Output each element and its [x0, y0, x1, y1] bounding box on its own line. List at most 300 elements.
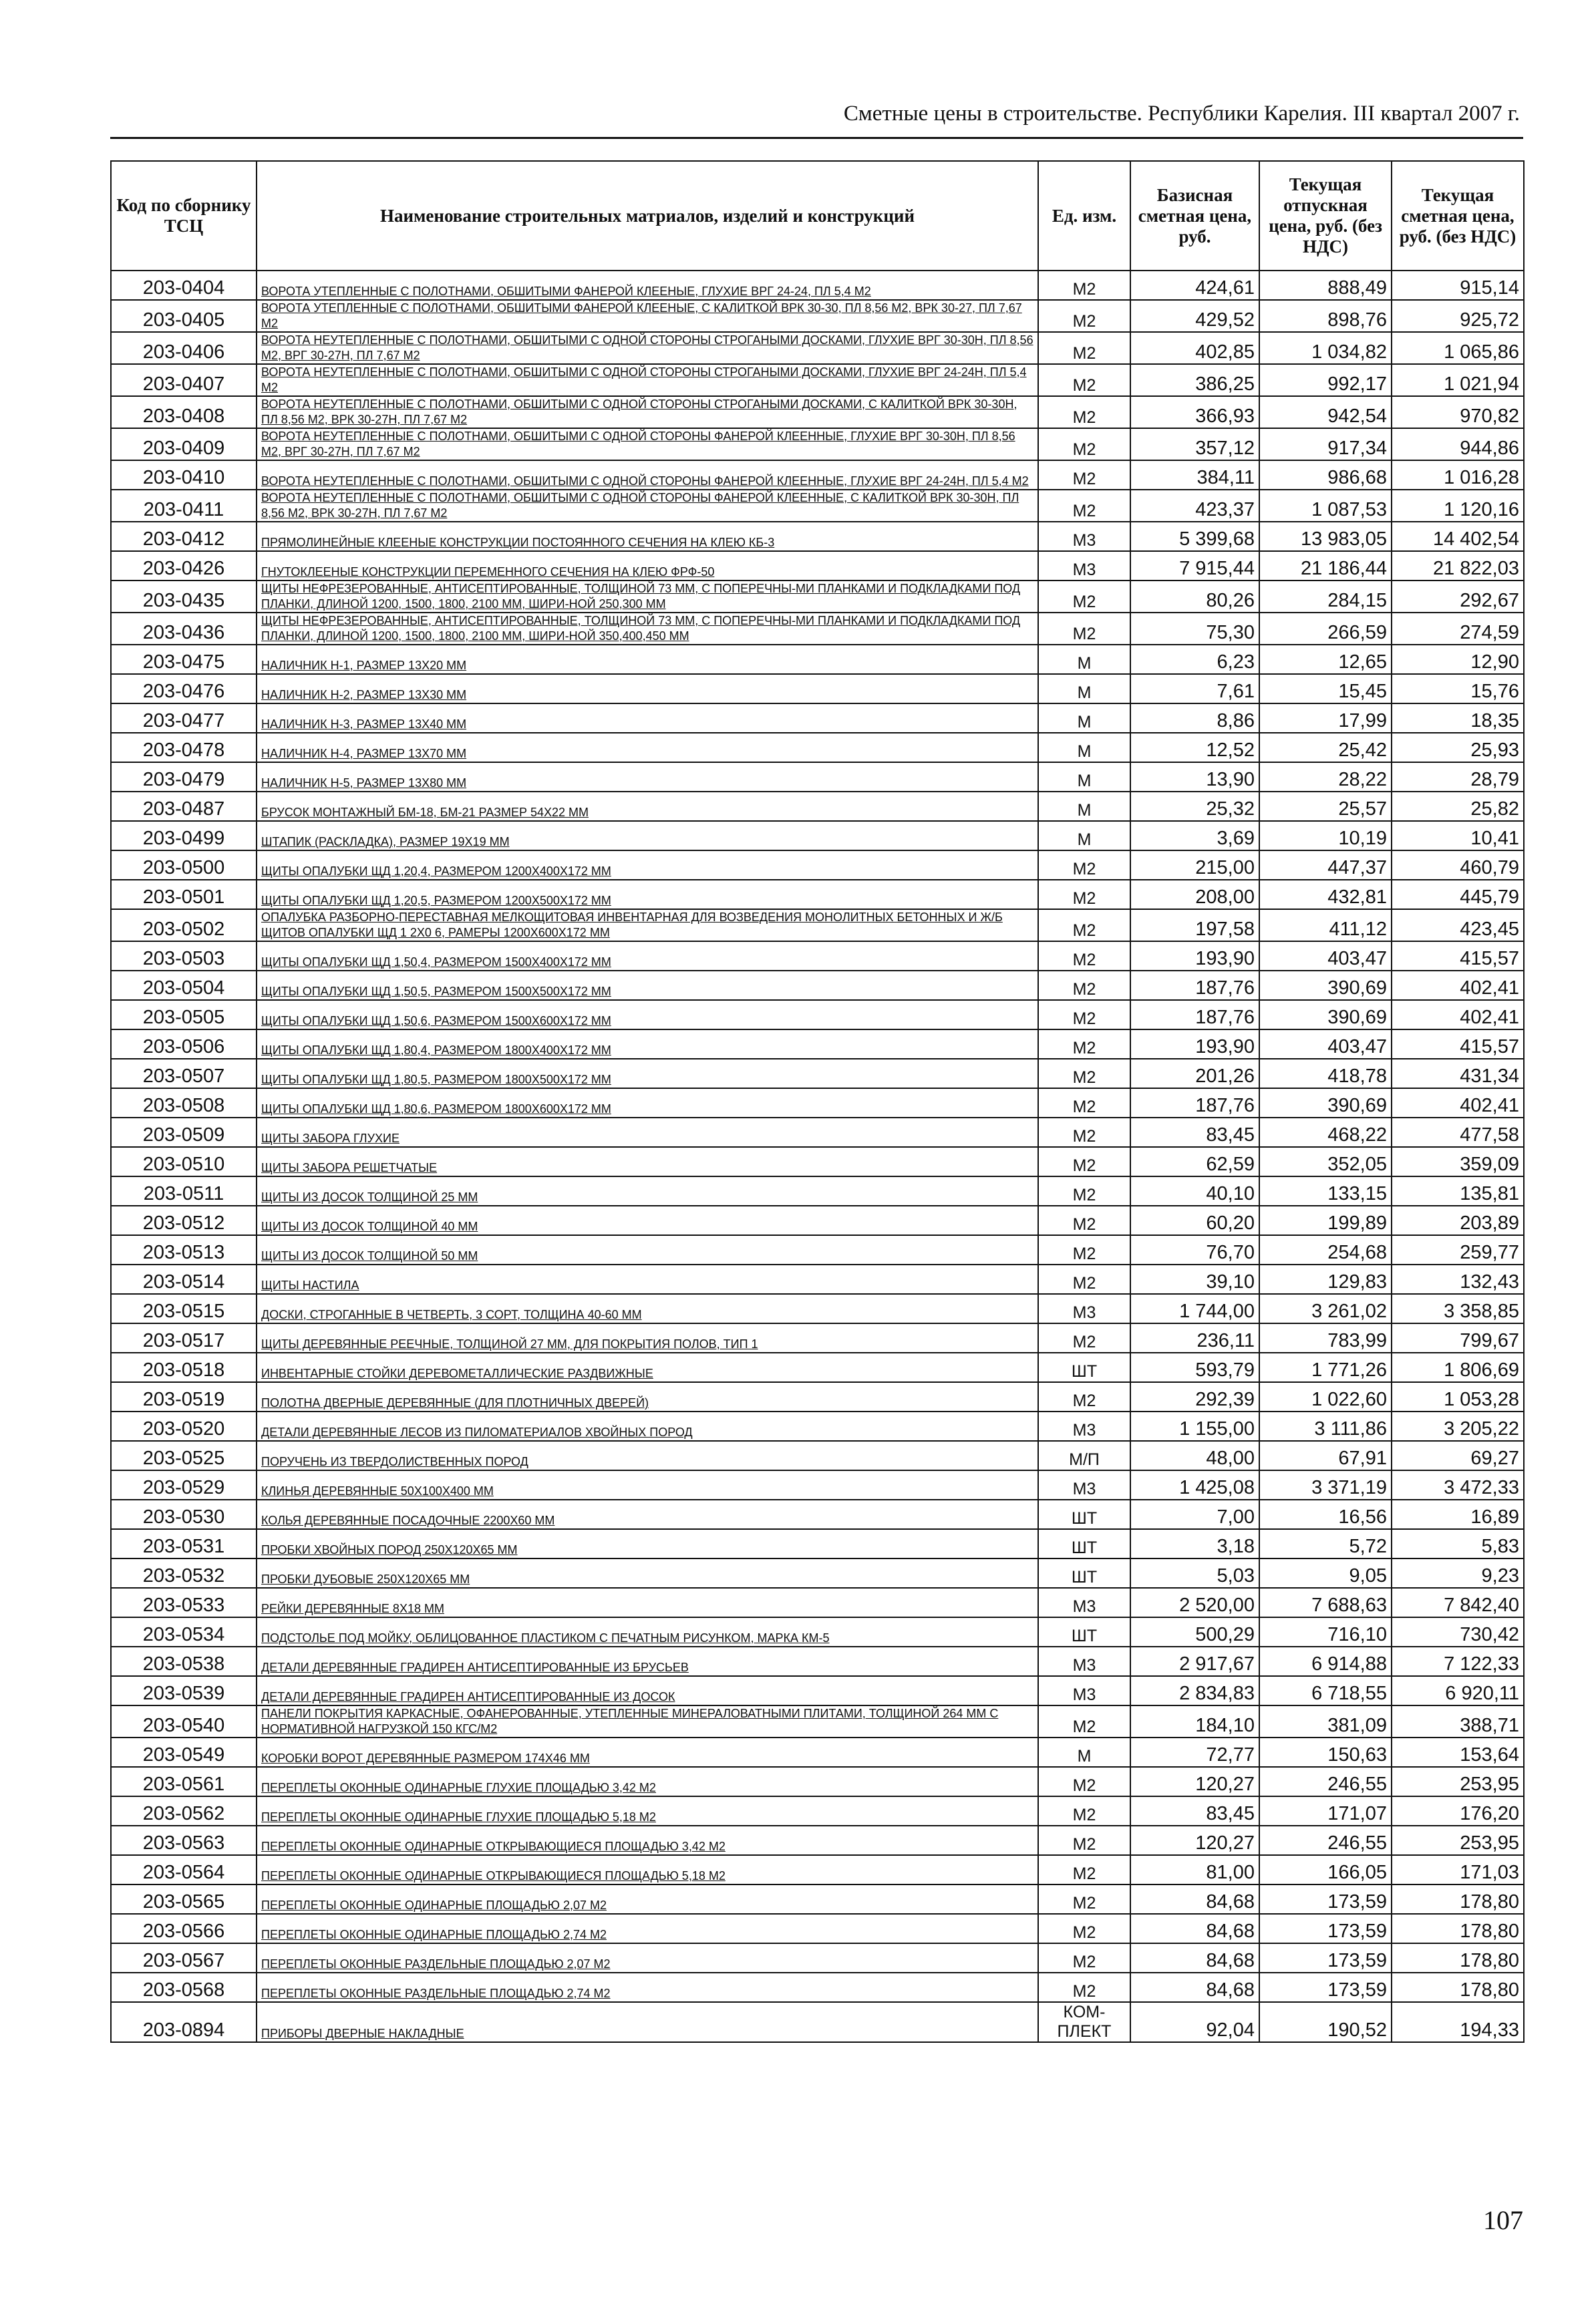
row-base-price: 39,10 — [1130, 1265, 1259, 1294]
table-row — [111, 821, 1524, 850]
row-base-price: 84,68 — [1130, 1914, 1259, 1943]
row-estimate-price: 402,41 — [1392, 971, 1524, 1000]
row-estimate-price: 21 822,03 — [1392, 551, 1524, 581]
row-code: 203-0538 — [111, 1647, 257, 1676]
row-unit: М2 — [1038, 300, 1130, 332]
row-code: 203-0515 — [111, 1294, 257, 1323]
table-row — [111, 1470, 1524, 1500]
row-base-price: 7 915,44 — [1130, 551, 1259, 581]
row-estimate-price: 10,41 — [1392, 821, 1524, 850]
row-base-price: 3,18 — [1130, 1529, 1259, 1558]
row-name: ПРЯМОЛИНЕЙНЫЕ КЛЕЕНЫЕ КОНСТРУКЦИИ ПОСТОЯННОГО СЕЧЕНИЯ НА КЛЕЮ КБ-3 — [257, 522, 1038, 551]
row-unit: М2 — [1038, 1147, 1130, 1176]
table-row — [111, 1088, 1524, 1118]
row-estimate-price: 259,77 — [1392, 1235, 1524, 1265]
row-name: ЩИТЫ НЕФРЕЗЕРОВАННЫЕ, АНТИСЕПТИРОВАННЫЕ, ТОЛЩИНОЙ 73 ММ, С ПОПЕРЕЧНЫ-МИ ПЛАНКАМИ И ПОДКЛАДКАМИ ПОД ПЛАНКИ, ДЛИНОЙ 1200, 1500, 1800, 2100 ММ, ШИРИ-НОЙ 250,300 ММ — [257, 581, 1038, 613]
row-name: ШТАПИК (РАСКЛАДКА), РАЗМЕР 19Х19 ММ — [257, 821, 1038, 850]
row-release-price: 6 718,55 — [1259, 1676, 1392, 1705]
row-release-price: 390,69 — [1259, 1088, 1392, 1118]
row-estimate-price: 3 358,85 — [1392, 1294, 1524, 1323]
row-unit: М2 — [1038, 271, 1130, 300]
row-release-price: 6 914,88 — [1259, 1647, 1392, 1676]
row-base-price: 40,10 — [1130, 1176, 1259, 1206]
row-code: 203-0505 — [111, 1000, 257, 1029]
row-estimate-price: 153,64 — [1392, 1738, 1524, 1767]
row-name: КОРОБКИ ВОРОТ ДЕРЕВЯННЫЕ РАЗМЕРОМ 174Х46 ММ — [257, 1738, 1038, 1767]
row-unit: М2 — [1038, 396, 1130, 428]
row-unit: М2 — [1038, 1235, 1130, 1265]
row-code: 203-0503 — [111, 941, 257, 971]
row-release-price: 917,34 — [1259, 428, 1392, 460]
row-release-price: 67,91 — [1259, 1441, 1392, 1470]
row-release-price: 3 111,86 — [1259, 1412, 1392, 1441]
row-unit: ШТ — [1038, 1558, 1130, 1588]
row-unit: М2 — [1038, 1943, 1130, 1973]
row-unit: М2 — [1038, 1796, 1130, 1826]
row-code: 203-0508 — [111, 1088, 257, 1118]
row-estimate-price: 944,86 — [1392, 428, 1524, 460]
row-estimate-price: 402,41 — [1392, 1088, 1524, 1118]
row-base-price: 366,93 — [1130, 396, 1259, 428]
column-header-estimate-price: Текущая сметная цена, руб. (без НДС) — [1392, 161, 1524, 271]
table-row — [111, 1855, 1524, 1884]
table-row — [111, 300, 1524, 332]
row-unit: ШТ — [1038, 1500, 1130, 1529]
row-code: 203-0404 — [111, 271, 257, 300]
table-row — [111, 733, 1524, 762]
row-code: 203-0507 — [111, 1059, 257, 1088]
row-release-price: 173,59 — [1259, 1914, 1392, 1943]
table-row — [111, 1588, 1524, 1617]
row-estimate-price: 176,20 — [1392, 1796, 1524, 1826]
row-code: 203-0525 — [111, 1441, 257, 1470]
header-rule — [110, 137, 1523, 139]
row-estimate-price: 171,03 — [1392, 1855, 1524, 1884]
row-code: 203-0476 — [111, 674, 257, 703]
row-unit: М3 — [1038, 1294, 1130, 1323]
row-release-price: 783,99 — [1259, 1323, 1392, 1353]
row-unit: М2 — [1038, 1206, 1130, 1235]
row-base-price: 62,59 — [1130, 1147, 1259, 1176]
row-base-price: 1 425,08 — [1130, 1470, 1259, 1500]
row-estimate-price: 253,95 — [1392, 1826, 1524, 1855]
row-release-price: 166,05 — [1259, 1855, 1392, 1884]
table-row — [111, 645, 1524, 674]
row-name: ДЕТАЛИ ДЕРЕВЯННЫЕ ЛЕСОВ ИЗ ПИЛОМАТЕРИАЛОВ ХВОЙНЫХ ПОРОД — [257, 1412, 1038, 1441]
row-unit: М2 — [1038, 880, 1130, 909]
table-header-row — [111, 161, 1524, 271]
row-estimate-price: 460,79 — [1392, 850, 1524, 880]
row-base-price: 5 399,68 — [1130, 522, 1259, 551]
row-base-price: 92,04 — [1130, 2002, 1259, 2042]
table-row — [111, 490, 1524, 522]
row-unit: М — [1038, 703, 1130, 733]
row-estimate-price: 445,79 — [1392, 880, 1524, 909]
row-code: 203-0530 — [111, 1500, 257, 1529]
row-name: ВОРОТА НЕУТЕПЛЕННЫЕ С ПОЛОТНАМИ, ОБШИТЫМИ С ОДНОЙ СТОРОНЫ СТРОГАНЫМИ ДОСКАМИ, ГЛУХИЕ ВРГ 24-24Н, ПЛ 5,4 М2 — [257, 364, 1038, 396]
row-unit: М2 — [1038, 1973, 1130, 2002]
row-release-price: 381,09 — [1259, 1705, 1392, 1738]
row-name: ЩИТЫ ОПАЛУБКИ ЩД 1,20,4, РАЗМЕРОМ 1200Х400Х172 ММ — [257, 850, 1038, 880]
row-base-price: 84,68 — [1130, 1973, 1259, 2002]
row-name: КЛИНЬЯ ДЕРЕВЯННЫЕ 50Х100Х400 ММ — [257, 1470, 1038, 1500]
row-unit: ШТ — [1038, 1529, 1130, 1558]
row-unit: М2 — [1038, 332, 1130, 364]
row-name: ИНВЕНТАРНЫЕ СТОЙКИ ДЕРЕВОМЕТАЛЛИЧЕСКИЕ РАЗДВИЖНЫЕ — [257, 1353, 1038, 1382]
table-row — [111, 1884, 1524, 1914]
row-name: ЩИТЫ ОПАЛУБКИ ЩД 1,50,6, РАЗМЕРОМ 1500Х600Х172 ММ — [257, 1000, 1038, 1029]
row-name: ПЕРЕПЛЕТЫ ОКОННЫЕ ОДИНАРНЫЕ ГЛУХИЕ ПЛОЩАДЬЮ 3,42 М2 — [257, 1767, 1038, 1796]
row-code: 203-0566 — [111, 1914, 257, 1943]
table-row — [111, 332, 1524, 364]
row-release-price: 190,52 — [1259, 2002, 1392, 2042]
row-code: 203-0513 — [111, 1235, 257, 1265]
row-unit: М2 — [1038, 581, 1130, 613]
row-base-price: 25,32 — [1130, 792, 1259, 821]
row-base-price: 72,77 — [1130, 1738, 1259, 1767]
row-code: 203-0563 — [111, 1826, 257, 1855]
row-code: 203-0565 — [111, 1884, 257, 1914]
row-unit: М — [1038, 733, 1130, 762]
row-estimate-price: 423,45 — [1392, 909, 1524, 941]
row-code: 203-0517 — [111, 1323, 257, 1353]
row-code: 203-0506 — [111, 1029, 257, 1059]
row-unit: М2 — [1038, 971, 1130, 1000]
table-row — [111, 460, 1524, 490]
row-name: ЩИТЫ НЕФРЕЗЕРОВАННЫЕ, АНТИСЕПТИРОВАННЫЕ, ТОЛЩИНОЙ 73 ММ, С ПОПЕРЕЧНЫ-МИ ПЛАНКАМИ И ПОДКЛАДКАМИ ПОД ПЛАНКИ, ДЛИНОЙ 1200, 1500, 1800, 2100 ММ, ШИРИ-НОЙ 350,400,450 ММ — [257, 613, 1038, 645]
row-release-price: 21 186,44 — [1259, 551, 1392, 581]
row-unit: КОМ-ПЛЕКТ — [1038, 2002, 1130, 2042]
row-release-price: 7 688,63 — [1259, 1588, 1392, 1617]
row-base-price: 193,90 — [1130, 941, 1259, 971]
row-release-price: 129,83 — [1259, 1265, 1392, 1294]
row-code: 203-0487 — [111, 792, 257, 821]
row-base-price: 84,68 — [1130, 1884, 1259, 1914]
row-estimate-price: 1 016,28 — [1392, 460, 1524, 490]
row-estimate-price: 1 120,16 — [1392, 490, 1524, 522]
row-estimate-price: 274,59 — [1392, 613, 1524, 645]
row-estimate-price: 431,34 — [1392, 1059, 1524, 1088]
row-release-price: 5,72 — [1259, 1529, 1392, 1558]
row-name: ПЕРЕПЛЕТЫ ОКОННЫЕ РАЗДЕЛЬНЫЕ ПЛОЩАДЬЮ 2,07 М2 — [257, 1943, 1038, 1973]
row-unit: М2 — [1038, 1382, 1130, 1412]
row-code: 203-0409 — [111, 428, 257, 460]
row-code: 203-0411 — [111, 490, 257, 522]
row-release-price: 1 087,53 — [1259, 490, 1392, 522]
row-unit: М — [1038, 821, 1130, 850]
row-name: НАЛИЧНИК Н-4, РАЗМЕР 13Х70 ММ — [257, 733, 1038, 762]
row-estimate-price: 194,33 — [1392, 2002, 1524, 2042]
row-release-price: 10,19 — [1259, 821, 1392, 850]
row-unit: М2 — [1038, 364, 1130, 396]
row-release-price: 173,59 — [1259, 1884, 1392, 1914]
row-estimate-price: 1 053,28 — [1392, 1382, 1524, 1412]
row-release-price: 173,59 — [1259, 1973, 1392, 2002]
row-release-price: 716,10 — [1259, 1617, 1392, 1647]
column-header-code: Код по сборнику ТСЦ — [111, 161, 257, 271]
row-release-price: 16,56 — [1259, 1500, 1392, 1529]
row-base-price: 184,10 — [1130, 1705, 1259, 1738]
row-code: 203-0477 — [111, 703, 257, 733]
row-name: ДЕТАЛИ ДЕРЕВЯННЫЕ ГРАДИРЕН АНТИСЕПТИРОВАННЫЕ ИЗ ДОСОК — [257, 1676, 1038, 1705]
row-release-price: 432,81 — [1259, 880, 1392, 909]
row-name: ПЕРЕПЛЕТЫ ОКОННЫЕ РАЗДЕЛЬНЫЕ ПЛОЩАДЬЮ 2,74 М2 — [257, 1973, 1038, 2002]
table-row — [111, 1676, 1524, 1705]
row-code: 203-0568 — [111, 1973, 257, 2002]
row-estimate-price: 1 065,86 — [1392, 332, 1524, 364]
row-base-price: 76,70 — [1130, 1235, 1259, 1265]
table-row — [111, 428, 1524, 460]
row-code: 203-0519 — [111, 1382, 257, 1412]
row-base-price: 424,61 — [1130, 271, 1259, 300]
row-base-price: 48,00 — [1130, 1441, 1259, 1470]
row-name: ПЕРЕПЛЕТЫ ОКОННЫЕ ОДИНАРНЫЕ ОТКРЫВАЮЩИЕСЯ ПЛОЩАДЬЮ 5,18 М2 — [257, 1855, 1038, 1884]
row-name: НАЛИЧНИК Н-2, РАЗМЕР 13Х30 ММ — [257, 674, 1038, 703]
row-base-price: 384,11 — [1130, 460, 1259, 490]
table-row — [111, 1914, 1524, 1943]
row-unit: М2 — [1038, 1826, 1130, 1855]
row-estimate-price: 915,14 — [1392, 271, 1524, 300]
row-base-price: 6,23 — [1130, 645, 1259, 674]
row-code: 203-0539 — [111, 1676, 257, 1705]
page-number: 107 — [1483, 2205, 1523, 2235]
row-code: 203-0531 — [111, 1529, 257, 1558]
row-name: ЩИТЫ ЗАБОРА ГЛУХИЕ — [257, 1118, 1038, 1147]
table-row — [111, 880, 1524, 909]
row-base-price: 197,58 — [1130, 909, 1259, 941]
row-code: 203-0534 — [111, 1617, 257, 1647]
row-release-price: 13 983,05 — [1259, 522, 1392, 551]
row-release-price: 9,05 — [1259, 1558, 1392, 1588]
row-base-price: 7,61 — [1130, 674, 1259, 703]
row-base-price: 236,11 — [1130, 1323, 1259, 1353]
row-unit: М — [1038, 674, 1130, 703]
column-header-name: Наименование строительных матриалов, изделий и конструкций — [257, 161, 1038, 271]
row-name: ВОРОТА НЕУТЕПЛЕННЫЕ С ПОЛОТНАМИ, ОБШИТЫМИ С ОДНОЙ СТОРОНЫ СТРОГАНЫМИ ДОСКАМИ, С КАЛИТКОЙ ВРК 30-30Н, ПЛ 8,56 М2, ВРК 30-27Н, ПЛ 7,67 М2 — [257, 396, 1038, 428]
row-unit: М2 — [1038, 1884, 1130, 1914]
page-header: Сметные цены в строительстве. Республики Карелия. III квартал 2007 г. — [843, 102, 1520, 126]
table-body — [111, 271, 1524, 2042]
row-code: 203-0510 — [111, 1147, 257, 1176]
row-release-price: 199,89 — [1259, 1206, 1392, 1235]
row-estimate-price: 178,80 — [1392, 1914, 1524, 1943]
row-code: 203-0540 — [111, 1705, 257, 1738]
row-base-price: 187,76 — [1130, 1088, 1259, 1118]
row-estimate-price: 132,43 — [1392, 1265, 1524, 1294]
row-code: 203-0567 — [111, 1943, 257, 1973]
table-row — [111, 1529, 1524, 1558]
table-row — [111, 1500, 1524, 1529]
row-estimate-price: 28,79 — [1392, 762, 1524, 792]
row-name: ПОЛОТНА ДВЕРНЫЕ ДЕРЕВЯННЫЕ (ДЛЯ ПЛОТНИЧНЫХ ДВЕРЕЙ) — [257, 1382, 1038, 1412]
row-name: КОЛЬЯ ДЕРЕВЯННЫЕ ПОСАДОЧНЫЕ 2200Х60 ММ — [257, 1500, 1038, 1529]
row-unit: М3 — [1038, 1412, 1130, 1441]
row-code: 203-0532 — [111, 1558, 257, 1588]
table-row — [111, 1705, 1524, 1738]
row-release-price: 246,55 — [1259, 1767, 1392, 1796]
row-base-price: 81,00 — [1130, 1855, 1259, 1884]
row-release-price: 25,42 — [1259, 733, 1392, 762]
row-base-price: 84,68 — [1130, 1943, 1259, 1973]
table-row — [111, 522, 1524, 551]
row-estimate-price: 1 021,94 — [1392, 364, 1524, 396]
row-name: ЩИТЫ ОПАЛУБКИ ЩД 1,50,5, РАЗМЕРОМ 1500Х500Х172 ММ — [257, 971, 1038, 1000]
row-unit: М3 — [1038, 1676, 1130, 1705]
row-code: 203-0561 — [111, 1767, 257, 1796]
row-code: 203-0436 — [111, 613, 257, 645]
row-code: 203-0514 — [111, 1265, 257, 1294]
row-base-price: 2 520,00 — [1130, 1588, 1259, 1617]
row-name: НАЛИЧНИК Н-5, РАЗМЕР 13Х80 ММ — [257, 762, 1038, 792]
row-base-price: 60,20 — [1130, 1206, 1259, 1235]
row-code: 203-0511 — [111, 1176, 257, 1206]
row-code: 203-0894 — [111, 2002, 257, 2042]
table-row — [111, 703, 1524, 733]
row-release-price: 468,22 — [1259, 1118, 1392, 1147]
row-name: ЩИТЫ ОПАЛУБКИ ЩД 1,20,5, РАЗМЕРОМ 1200Х500Х172 ММ — [257, 880, 1038, 909]
row-name: ВОРОТА УТЕПЛЕННЫЕ С ПОЛОТНАМИ, ОБШИТЫМИ ФАНЕРОЙ КЛЕЕНЫЕ, С КАЛИТКОЙ ВРК 30-30, ПЛ 8,56 М2, ВРК 30-27, ПЛ 7,67 М2 — [257, 300, 1038, 332]
table-row — [111, 1176, 1524, 1206]
row-base-price: 8,86 — [1130, 703, 1259, 733]
row-base-price: 423,37 — [1130, 490, 1259, 522]
row-estimate-price: 7 842,40 — [1392, 1588, 1524, 1617]
row-code: 203-0500 — [111, 850, 257, 880]
row-code: 203-0408 — [111, 396, 257, 428]
row-estimate-price: 1 806,69 — [1392, 1353, 1524, 1382]
row-name: ВОРОТА НЕУТЕПЛЕННЫЕ С ПОЛОТНАМИ, ОБШИТЫМИ С ОДНОЙ СТОРОНЫ ФАНЕРОЙ КЛЕЕННЫЕ, ГЛУХИЕ ВРГ 30-30Н, ПЛ 8,56 М2, ВРГ 30-27Н, ПЛ 7,67 М2 — [257, 428, 1038, 460]
row-base-price: 2 834,83 — [1130, 1676, 1259, 1705]
row-name: ЩИТЫ ОПАЛУБКИ ЩД 1,80,4, РАЗМЕРОМ 1800Х400Х172 ММ — [257, 1029, 1038, 1059]
table-row — [111, 1767, 1524, 1796]
row-release-price: 3 261,02 — [1259, 1294, 1392, 1323]
row-unit: М2 — [1038, 941, 1130, 971]
row-name: ЩИТЫ ОПАЛУБКИ ЩД 1,80,5, РАЗМЕРОМ 1800Х500Х172 ММ — [257, 1059, 1038, 1088]
column-header-release-price: Текущая отпускная цена, руб. (без НДС) — [1259, 161, 1392, 271]
table-row — [111, 1323, 1524, 1353]
row-unit: М3 — [1038, 551, 1130, 581]
row-estimate-price: 7 122,33 — [1392, 1647, 1524, 1676]
row-release-price: 411,12 — [1259, 909, 1392, 941]
row-estimate-price: 415,57 — [1392, 941, 1524, 971]
row-release-price: 418,78 — [1259, 1059, 1392, 1088]
table-row — [111, 1029, 1524, 1059]
row-release-price: 1 022,60 — [1259, 1382, 1392, 1412]
row-unit: М2 — [1038, 1767, 1130, 1796]
row-name: ПЕРЕПЛЕТЫ ОКОННЫЕ ОДИНАРНЫЕ ПЛОЩАДЬЮ 2,07 М2 — [257, 1884, 1038, 1914]
row-base-price: 1 155,00 — [1130, 1412, 1259, 1441]
row-release-price: 254,68 — [1259, 1235, 1392, 1265]
row-unit: М2 — [1038, 1914, 1130, 1943]
row-release-price: 390,69 — [1259, 1000, 1392, 1029]
row-code: 203-0407 — [111, 364, 257, 396]
row-estimate-price: 730,42 — [1392, 1617, 1524, 1647]
table-row — [111, 1412, 1524, 1441]
row-release-price: 266,59 — [1259, 613, 1392, 645]
row-estimate-price: 16,89 — [1392, 1500, 1524, 1529]
row-base-price: 187,76 — [1130, 971, 1259, 1000]
row-name: ПРОБКИ ДУБОВЫЕ 250Х120Х65 ММ — [257, 1558, 1038, 1588]
row-name: ВОРОТА УТЕПЛЕННЫЕ С ПОЛОТНАМИ, ОБШИТЫМИ ФАНЕРОЙ КЛЕЕНЫЕ, ГЛУХИЕ ВРГ 24-24, ПЛ 5,4 М2 — [257, 271, 1038, 300]
row-unit: М2 — [1038, 460, 1130, 490]
row-unit: М2 — [1038, 490, 1130, 522]
row-name: ЩИТЫ ОПАЛУБКИ ЩД 1,50,4, РАЗМЕРОМ 1500Х400Х172 ММ — [257, 941, 1038, 971]
table-row — [111, 1206, 1524, 1235]
row-code: 203-0520 — [111, 1412, 257, 1441]
row-estimate-price: 9,23 — [1392, 1558, 1524, 1588]
table-row — [111, 613, 1524, 645]
row-base-price: 2 917,67 — [1130, 1647, 1259, 1676]
row-code: 203-0504 — [111, 971, 257, 1000]
row-unit: М2 — [1038, 1705, 1130, 1738]
row-base-price: 292,39 — [1130, 1382, 1259, 1412]
row-code: 203-0509 — [111, 1118, 257, 1147]
row-name: БРУСОК МОНТАЖНЫЙ БМ-18, БМ-21 РАЗМЕР 54Х22 ММ — [257, 792, 1038, 821]
row-estimate-price: 3 472,33 — [1392, 1470, 1524, 1500]
row-base-price: 7,00 — [1130, 1500, 1259, 1529]
row-unit: М3 — [1038, 1470, 1130, 1500]
row-base-price: 593,79 — [1130, 1353, 1259, 1382]
row-code: 203-0412 — [111, 522, 257, 551]
row-release-price: 403,47 — [1259, 1029, 1392, 1059]
row-code: 203-0475 — [111, 645, 257, 674]
row-estimate-price: 415,57 — [1392, 1029, 1524, 1059]
row-base-price: 13,90 — [1130, 762, 1259, 792]
row-estimate-price: 402,41 — [1392, 1000, 1524, 1029]
row-unit: М — [1038, 645, 1130, 674]
table-row — [111, 1558, 1524, 1588]
table-row — [111, 1294, 1524, 1323]
row-unit: М2 — [1038, 1029, 1130, 1059]
row-base-price: 386,25 — [1130, 364, 1259, 396]
row-name: ПРОБКИ ХВОЙНЫХ ПОРОД 250Х120Х65 ММ — [257, 1529, 1038, 1558]
row-base-price: 402,85 — [1130, 332, 1259, 364]
row-name: ПЕРЕПЛЕТЫ ОКОННЫЕ ОДИНАРНЫЕ ПЛОЩАДЬЮ 2,74 М2 — [257, 1914, 1038, 1943]
row-estimate-price: 178,80 — [1392, 1973, 1524, 2002]
row-base-price: 208,00 — [1130, 880, 1259, 909]
row-code: 203-0564 — [111, 1855, 257, 1884]
table-row — [111, 396, 1524, 428]
row-name: ЩИТЫ НАСТИЛА — [257, 1265, 1038, 1294]
row-name: ГНУТОКЛЕЕНЫЕ КОНСТРУКЦИИ ПЕРЕМЕННОГО СЕЧЕНИЯ НА КЛЕЮ ФРФ-50 — [257, 551, 1038, 581]
row-estimate-price: 135,81 — [1392, 1176, 1524, 1206]
row-unit: М — [1038, 762, 1130, 792]
table-row — [111, 551, 1524, 581]
row-estimate-price: 359,09 — [1392, 1147, 1524, 1176]
row-code: 203-0512 — [111, 1206, 257, 1235]
row-code: 203-0478 — [111, 733, 257, 762]
row-release-price: 888,49 — [1259, 271, 1392, 300]
row-name: ПАНЕЛИ ПОКРЫТИЯ КАРКАСНЫЕ, ОФАНЕРОВАННЫЕ, УТЕПЛЕННЫЕ МИНЕРАЛОВАТНЫМИ ПЛИТАМИ, ТОЛЩИНОЙ 264 ММ С НОРМАТИВНОЙ НАГРУЗКОЙ 150 КГС/М2 — [257, 1705, 1038, 1738]
row-unit: М3 — [1038, 522, 1130, 551]
table-row — [111, 1973, 1524, 2002]
table-row — [111, 1235, 1524, 1265]
row-base-price: 5,03 — [1130, 1558, 1259, 1588]
row-release-price: 352,05 — [1259, 1147, 1392, 1176]
row-estimate-price: 203,89 — [1392, 1206, 1524, 1235]
row-name: ЩИТЫ ДЕРЕВЯННЫЕ РЕЕЧНЫЕ, ТОЛЩИНОЙ 27 ММ, ДЛЯ ПОКРЫТИЯ ПОЛОВ, ТИП 1 — [257, 1323, 1038, 1353]
row-unit: ШТ — [1038, 1617, 1130, 1647]
row-release-price: 133,15 — [1259, 1176, 1392, 1206]
row-unit: М — [1038, 1738, 1130, 1767]
row-code: 203-0502 — [111, 909, 257, 941]
row-unit: М2 — [1038, 428, 1130, 460]
row-estimate-price: 3 205,22 — [1392, 1412, 1524, 1441]
row-release-price: 28,22 — [1259, 762, 1392, 792]
table-row — [111, 674, 1524, 703]
row-code: 203-0549 — [111, 1738, 257, 1767]
table-row — [111, 1265, 1524, 1294]
row-release-price: 942,54 — [1259, 396, 1392, 428]
